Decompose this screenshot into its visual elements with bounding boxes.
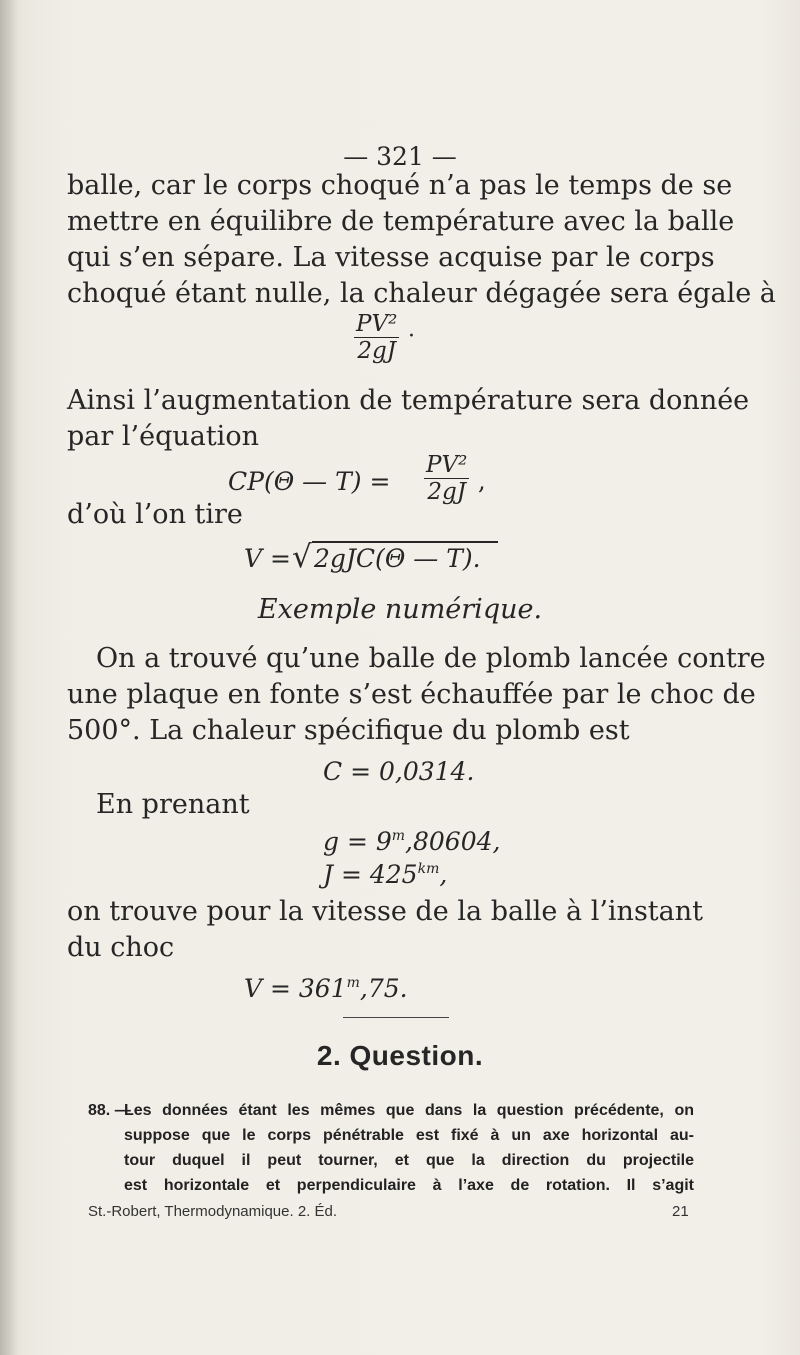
value-g — [323, 827, 500, 856]
value-v-unit: m — [346, 975, 360, 991]
footnote-number: 88. — — [88, 1102, 131, 1119]
page-number: — 321 — — [343, 142, 457, 171]
sqrt-bar — [312, 541, 498, 543]
text-line: mettre en équilibre de température avec la balle — [67, 206, 735, 237]
fraction-numerator: PV² — [426, 452, 468, 478]
footer-signature: 21 — [672, 1203, 689, 1220]
text-line: choqué étant nulle, la chaleur dégagée sera égale à — [67, 278, 776, 309]
text-line: par l’équation — [67, 421, 259, 452]
equation-fraction — [424, 452, 469, 505]
fraction-denominator: 2gJ — [354, 337, 399, 364]
value-c: C = 0,0314. — [323, 757, 475, 786]
value-g-unit: m — [391, 828, 406, 844]
text-line: du choc — [67, 932, 175, 963]
section-divider — [343, 1017, 449, 1018]
footnote-line: tour duquel il peut tourner, et que la direction du projectile — [124, 1152, 694, 1169]
text-line: qui s’en sépare. La vitesse acquise par le corps — [67, 242, 715, 273]
example-heading: Exemple numérique. — [257, 594, 543, 625]
text-line: Ainsi l’augmentation de température sera donnée — [67, 385, 750, 416]
heat-fraction — [354, 311, 399, 364]
text-line: balle, car le corps choqué n’a pas le temps de se — [67, 170, 733, 201]
equation-lhs: CP(Θ — T) = — [228, 467, 391, 496]
section-heading: 2. Question. — [316, 1040, 484, 1071]
equation-lhs: V = — [244, 544, 291, 573]
footnote-line: Les données étant les mêmes que dans la question précédente, on — [124, 1102, 694, 1119]
text-line: En prenant — [96, 789, 250, 820]
footnote-line: suppose que le corps pénétrable est fixé à un axe horizontal au- — [124, 1127, 694, 1144]
value-j — [323, 860, 447, 889]
binding-shadow — [0, 0, 18, 1355]
fraction-punct: · — [408, 324, 415, 349]
value-j-rest: , — [439, 860, 448, 889]
footnote-line: est horizontale et perpendiculaire à l’axe de rotation. Il s’agit — [124, 1177, 694, 1194]
text-line: 500°. La chaleur spécifique du plomb est — [67, 715, 630, 746]
value-g-rest: ,80604, — [405, 827, 501, 856]
equation-punct: , — [478, 467, 486, 495]
text-line: on trouve pour la vitesse de la balle à l’instant — [67, 896, 703, 927]
value-v — [244, 974, 408, 1003]
value-v-rest: ,75. — [359, 974, 408, 1003]
text-line: une plaque en fonte s’est échauffée par le choc de — [67, 679, 756, 710]
equation-radicand: 2gJC(Θ — T). — [314, 544, 481, 573]
value-v-main: V = 361 — [244, 974, 347, 1003]
value-j-unit: km — [417, 861, 440, 877]
sqrt-symbol: √ — [292, 539, 312, 575]
text-line: d’où l’on tire — [67, 499, 243, 530]
text-line: On a trouvé qu’une balle de plomb lancée contre — [96, 643, 766, 674]
footer-source: St.-Robert, Thermodynamique. 2. Éd. — [88, 1203, 338, 1220]
fraction-numerator: PV² — [356, 311, 398, 337]
value-g-main: g = 9 — [323, 827, 392, 856]
fraction-denominator: 2gJ — [424, 478, 469, 505]
value-j-main: J = 425 — [323, 860, 418, 889]
